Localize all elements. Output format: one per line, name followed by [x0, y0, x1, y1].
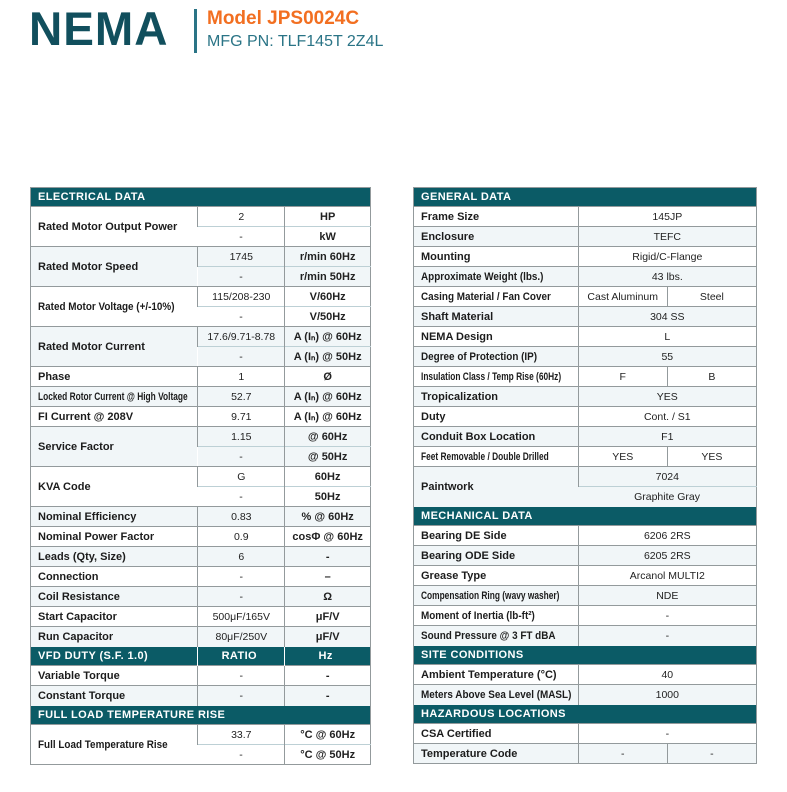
row-label — [31, 387, 198, 407]
section-title: ELECTRICAL DATA — [31, 188, 371, 207]
table-row — [31, 725, 371, 745]
table-row — [31, 367, 371, 387]
row-label — [31, 367, 198, 387]
unit-cell: Ø — [285, 367, 371, 387]
row-label-text: Bearing ODE Side — [421, 549, 516, 562]
row-label — [31, 327, 198, 367]
table-row — [414, 367, 757, 387]
row-label-text: Approximate Weight (lbs.) — [421, 270, 544, 283]
row-label — [414, 387, 579, 407]
value-cell: - — [198, 347, 285, 367]
table-row — [414, 407, 757, 427]
row-label — [31, 686, 198, 706]
row-label-text: Ambient Temperature (°C) — [421, 668, 557, 681]
unit-cell: r/min 60Hz — [285, 247, 371, 267]
unit-cell: °C @ 50Hz — [285, 745, 371, 765]
unit-cell: °C @ 60Hz — [285, 725, 371, 745]
table-row — [414, 287, 757, 307]
value-cell: 40 — [578, 665, 756, 685]
section-header-row — [414, 646, 757, 665]
unit-cell: μF/V — [285, 627, 371, 647]
table-row — [414, 626, 757, 646]
table-row — [414, 526, 757, 546]
row-label-text: Compensation Ring (wavy washer) — [421, 589, 560, 602]
value-cell: - — [578, 724, 756, 744]
value-cell: - — [667, 744, 756, 764]
row-label-text: Coil Resistance — [38, 590, 120, 603]
value-cell: 1.15 — [198, 427, 285, 447]
value-cell: - — [198, 587, 285, 607]
spec-table — [413, 187, 757, 764]
unit-cell: 50Hz — [285, 487, 371, 507]
value-cell: Arcanol MULTI2 — [578, 566, 756, 586]
table-row — [31, 207, 371, 227]
value-cell: L — [578, 327, 756, 347]
unit-cell: - — [285, 666, 371, 686]
section-title: FULL LOAD TEMPERATURE RISE — [31, 706, 371, 725]
section-column-header: RATIO — [198, 647, 285, 666]
unit-cell: @ 50Hz — [285, 447, 371, 467]
table-row — [414, 447, 757, 467]
row-label-text: Duty — [421, 410, 446, 423]
value-cell: Cont. / S1 — [578, 407, 756, 427]
table-row — [31, 527, 371, 547]
value-cell: 1000 — [578, 685, 756, 705]
value-cell: 6206 2RS — [578, 526, 756, 546]
row-label — [414, 626, 579, 646]
table-row — [414, 467, 757, 487]
table-row — [31, 427, 371, 447]
value-cell: Rigid/C-Flange — [578, 247, 756, 267]
table-row — [414, 307, 757, 327]
value-cell: 55 — [578, 347, 756, 367]
row-label — [414, 327, 579, 347]
row-label-text: Bearing DE Side — [421, 529, 507, 542]
row-label — [414, 407, 579, 427]
table-row — [414, 744, 757, 764]
table-row — [31, 627, 371, 647]
row-label — [414, 367, 579, 387]
value-cell: 9.71 — [198, 407, 285, 427]
section-title: VFD DUTY (S.F. 1.0) — [31, 647, 198, 666]
row-label — [414, 724, 579, 744]
value-cell: TEFC — [578, 227, 756, 247]
row-label-text: Sound Pressure @ 3 FT dBA — [421, 629, 556, 642]
row-label — [414, 287, 579, 307]
value-cell: YES — [578, 387, 756, 407]
unit-cell: - — [285, 686, 371, 706]
header-divider — [194, 9, 197, 53]
section-header-row — [414, 188, 757, 207]
row-label-text: Service Factor — [38, 440, 114, 453]
row-label-text: Conduit Box Location — [421, 430, 536, 443]
value-cell: - — [198, 686, 285, 706]
row-label — [414, 546, 579, 566]
row-label-text: NEMA Design — [421, 330, 493, 343]
row-label-text: Degree of Protection (IP) — [421, 350, 538, 363]
row-label — [31, 507, 198, 527]
row-label — [414, 267, 579, 287]
table-row — [31, 387, 371, 407]
row-label-text: Full Load Temperature Rise — [38, 738, 168, 751]
value-cell: 1745 — [198, 247, 285, 267]
row-label-text: Variable Torque — [38, 669, 120, 682]
value-cell: G — [198, 467, 285, 487]
table-row — [414, 586, 757, 606]
unit-cell: r/min 50Hz — [285, 267, 371, 287]
row-label-text: Grease Type — [421, 569, 487, 582]
row-label — [31, 207, 198, 247]
table-row — [414, 665, 757, 685]
value-cell: - — [198, 745, 285, 765]
value-cell: - — [198, 307, 285, 327]
table-row — [31, 607, 371, 627]
general-data-table — [413, 187, 757, 764]
row-label-text: Start Capacitor — [38, 610, 117, 623]
row-label — [31, 407, 198, 427]
table-row — [414, 267, 757, 287]
row-label — [31, 587, 198, 607]
table-row — [414, 227, 757, 247]
row-label-text: Phase — [38, 370, 71, 383]
value-cell: 6 — [198, 547, 285, 567]
section-header-row — [31, 647, 371, 666]
section-title: HAZARDOUS LOCATIONS — [414, 705, 757, 724]
row-label-text: Moment of Inertia (lb-ft²) — [421, 609, 535, 622]
row-label-text: Temperature Code — [421, 747, 518, 760]
value-cell: - — [578, 606, 756, 626]
row-label — [414, 685, 579, 705]
row-label — [414, 427, 579, 447]
section-header-row — [414, 507, 757, 526]
row-label-text: Tropicalization — [421, 390, 499, 403]
table-row — [31, 666, 371, 686]
value-cell: 7024 — [578, 467, 756, 487]
row-label-text: Run Capacitor — [38, 630, 114, 643]
row-label-text: Mounting — [421, 250, 471, 263]
value-cell: - — [198, 567, 285, 587]
unit-cell: V/50Hz — [285, 307, 371, 327]
row-label-text: Casing Material / Fan Cover — [421, 290, 551, 303]
row-label — [31, 467, 198, 507]
table-row — [31, 567, 371, 587]
unit-cell: 60Hz — [285, 467, 371, 487]
table-row — [414, 327, 757, 347]
table-row — [414, 724, 757, 744]
table-row — [31, 247, 371, 267]
row-label-text: Rated Motor Output Power — [38, 220, 178, 233]
value-cell: 43 lbs. — [578, 267, 756, 287]
row-label — [414, 566, 579, 586]
unit-cell: cosΦ @ 60Hz — [285, 527, 371, 547]
value-cell: - — [198, 267, 285, 287]
row-label — [414, 526, 579, 546]
unit-cell: HP — [285, 207, 371, 227]
value-cell: 2 — [198, 207, 285, 227]
unit-cell: kW — [285, 227, 371, 247]
value-cell: Steel — [667, 287, 756, 307]
row-label-text: Enclosure — [421, 230, 475, 243]
mfg-part-number: MFG PN: TLF145T 2Z4L — [207, 33, 384, 50]
section-title: SITE CONDITIONS — [414, 646, 757, 665]
row-label — [31, 725, 198, 765]
table-row — [414, 387, 757, 407]
row-label-text: Nominal Efficiency — [38, 510, 137, 523]
value-cell: 500μF/165V — [198, 607, 285, 627]
value-cell: 33.7 — [198, 725, 285, 745]
nema-logo: NEMA — [29, 2, 169, 56]
section-header-row — [414, 705, 757, 724]
table-row — [31, 327, 371, 347]
value-cell: 145JP — [578, 207, 756, 227]
unit-cell: @ 60Hz — [285, 427, 371, 447]
row-label — [414, 744, 579, 764]
row-label-text: FI Current @ 208V — [38, 410, 134, 423]
unit-cell: μF/V — [285, 607, 371, 627]
row-label-text: Insulation Class / Temp Rise (60Hz) — [421, 370, 562, 383]
row-label-text: Locked Rotor Current @ High Voltage — [38, 390, 188, 403]
value-cell: 80μF/250V — [198, 627, 285, 647]
row-label — [414, 247, 579, 267]
value-cell: B — [667, 367, 756, 387]
section-header-row — [31, 706, 371, 725]
value-cell: - — [198, 227, 285, 247]
table-row — [31, 467, 371, 487]
unit-cell: % @ 60Hz — [285, 507, 371, 527]
value-cell: 17.6/9.71-8.78 — [198, 327, 285, 347]
table-row — [31, 587, 371, 607]
unit-cell: Ω — [285, 587, 371, 607]
row-label-text: Connection — [38, 570, 99, 583]
table-row — [31, 507, 371, 527]
row-label-text: Shaft Material — [421, 310, 494, 323]
unit-cell: A (Iₙ) @ 60Hz — [285, 407, 371, 427]
value-cell: - — [198, 447, 285, 467]
row-label — [414, 586, 579, 606]
section-title: GENERAL DATA — [414, 188, 757, 207]
row-label — [31, 607, 198, 627]
row-label — [414, 665, 579, 685]
value-cell: - — [198, 666, 285, 686]
value-cell: 304 SS — [578, 307, 756, 327]
spec-table — [30, 187, 371, 765]
table-row — [31, 547, 371, 567]
table-row — [414, 685, 757, 705]
unit-cell: A (Iₙ) @ 50Hz — [285, 347, 371, 367]
row-label-text: Rated Motor Voltage (+/-10%) — [38, 300, 175, 313]
row-label — [31, 567, 198, 587]
value-cell: F1 — [578, 427, 756, 447]
row-label — [31, 527, 198, 547]
row-label-text: Constant Torque — [38, 689, 126, 702]
value-cell: - — [578, 744, 667, 764]
value-cell: 0.9 — [198, 527, 285, 547]
row-label — [31, 247, 198, 287]
unit-cell: V/60Hz — [285, 287, 371, 307]
row-label-text: Leads (Qty, Size) — [38, 550, 126, 563]
unit-cell: A (Iₙ) @ 60Hz — [285, 387, 371, 407]
row-label-text: Frame Size — [421, 210, 480, 223]
row-label — [414, 207, 579, 227]
row-label-text: Feet Removable / Double Drilled — [421, 450, 549, 463]
value-cell: 1 — [198, 367, 285, 387]
row-label-text: Rated Motor Current — [38, 340, 145, 353]
table-row — [414, 347, 757, 367]
table-row — [414, 546, 757, 566]
value-cell: - — [578, 626, 756, 646]
row-label — [414, 447, 579, 467]
section-column-header: Hz — [285, 647, 371, 666]
unit-cell: - — [285, 547, 371, 567]
value-cell: 6205 2RS — [578, 546, 756, 566]
value-cell: F — [578, 367, 667, 387]
row-label — [31, 287, 198, 327]
table-row — [414, 427, 757, 447]
section-header-row — [31, 188, 371, 207]
value-cell: 115/208-230 — [198, 287, 285, 307]
row-label — [31, 547, 198, 567]
row-label-text: CSA Certified — [421, 727, 492, 740]
unit-cell: A (Iₙ) @ 60Hz — [285, 327, 371, 347]
table-row — [414, 207, 757, 227]
value-cell: - — [198, 487, 285, 507]
row-label — [31, 666, 198, 686]
unit-cell: – — [285, 567, 371, 587]
value-cell: Cast Aluminum — [578, 287, 667, 307]
model-title: Model JPS0024C — [207, 8, 360, 29]
table-row — [31, 287, 371, 307]
row-label — [414, 467, 579, 507]
row-label — [414, 606, 579, 626]
row-label — [414, 307, 579, 327]
row-label-text: KVA Code — [38, 480, 91, 493]
row-label-text: Meters Above Sea Level (MASL) — [421, 688, 572, 701]
value-cell: YES — [667, 447, 756, 467]
value-cell: Graphite Gray — [578, 487, 756, 507]
table-row — [31, 686, 371, 706]
table-row — [414, 566, 757, 586]
value-cell: YES — [578, 447, 667, 467]
row-label-text: Paintwork — [421, 480, 474, 493]
row-label — [31, 427, 198, 467]
row-label — [31, 627, 198, 647]
electrical-data-table — [30, 187, 371, 765]
table-row — [414, 247, 757, 267]
value-cell: 0.83 — [198, 507, 285, 527]
row-label-text: Rated Motor Speed — [38, 260, 139, 273]
row-label-text: Nominal Power Factor — [38, 530, 155, 543]
row-label — [414, 227, 579, 247]
table-row — [414, 606, 757, 626]
value-cell: NDE — [578, 586, 756, 606]
value-cell: 52.7 — [198, 387, 285, 407]
section-title: MECHANICAL DATA — [414, 507, 757, 526]
table-row — [31, 407, 371, 427]
row-label — [414, 347, 579, 367]
